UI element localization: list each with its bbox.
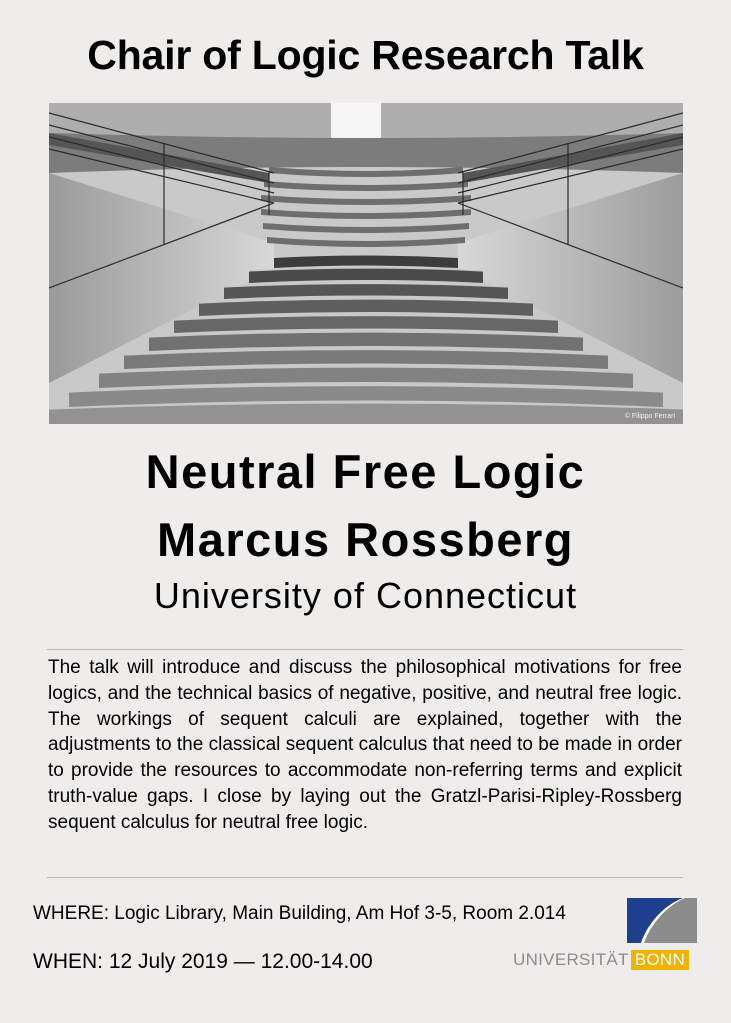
staircase-illustration bbox=[49, 103, 683, 424]
university-logo-wordmark bbox=[513, 950, 689, 970]
university-logo-icon bbox=[627, 898, 697, 943]
divider-bottom bbox=[47, 877, 683, 878]
divider-top bbox=[47, 649, 683, 650]
location-line: WHERE: Logic Library, Main Building, Am Hof 3-5, Room 2.014 bbox=[33, 903, 566, 924]
logo-word-bonn: BONN bbox=[631, 950, 689, 970]
date-time-line: WHEN: 12 July 2019 — 12.00-14.00 bbox=[33, 950, 373, 973]
speaker-name: Marcus Rossberg bbox=[157, 513, 574, 566]
photo-credit: © Filippo Ferrari bbox=[624, 413, 675, 420]
talk-title: Neutral Free Logic bbox=[145, 445, 586, 498]
speaker-affiliation: University of Connecticut bbox=[153, 575, 578, 616]
logo-word-universitat: UNIVERSITÄT bbox=[513, 950, 629, 969]
page-title: Chair of Logic Research Talk bbox=[87, 32, 644, 78]
abstract-text: The talk will introduce and discuss the philosophical motivations for free logics, and the technical basics of negative, positive, and neutral free logic. The workings of sequent calculi are explained, together with the adjustments to the classical sequent calculus that need to be made in order to provide the resources to accommodate non-referring terms and explicit truth-value gaps. I close by laying out the Gratzl-Parisi-Ripley-Rossberg sequent calculus for neutral free logic. bbox=[48, 657, 682, 833]
staircase-photo bbox=[49, 103, 683, 424]
